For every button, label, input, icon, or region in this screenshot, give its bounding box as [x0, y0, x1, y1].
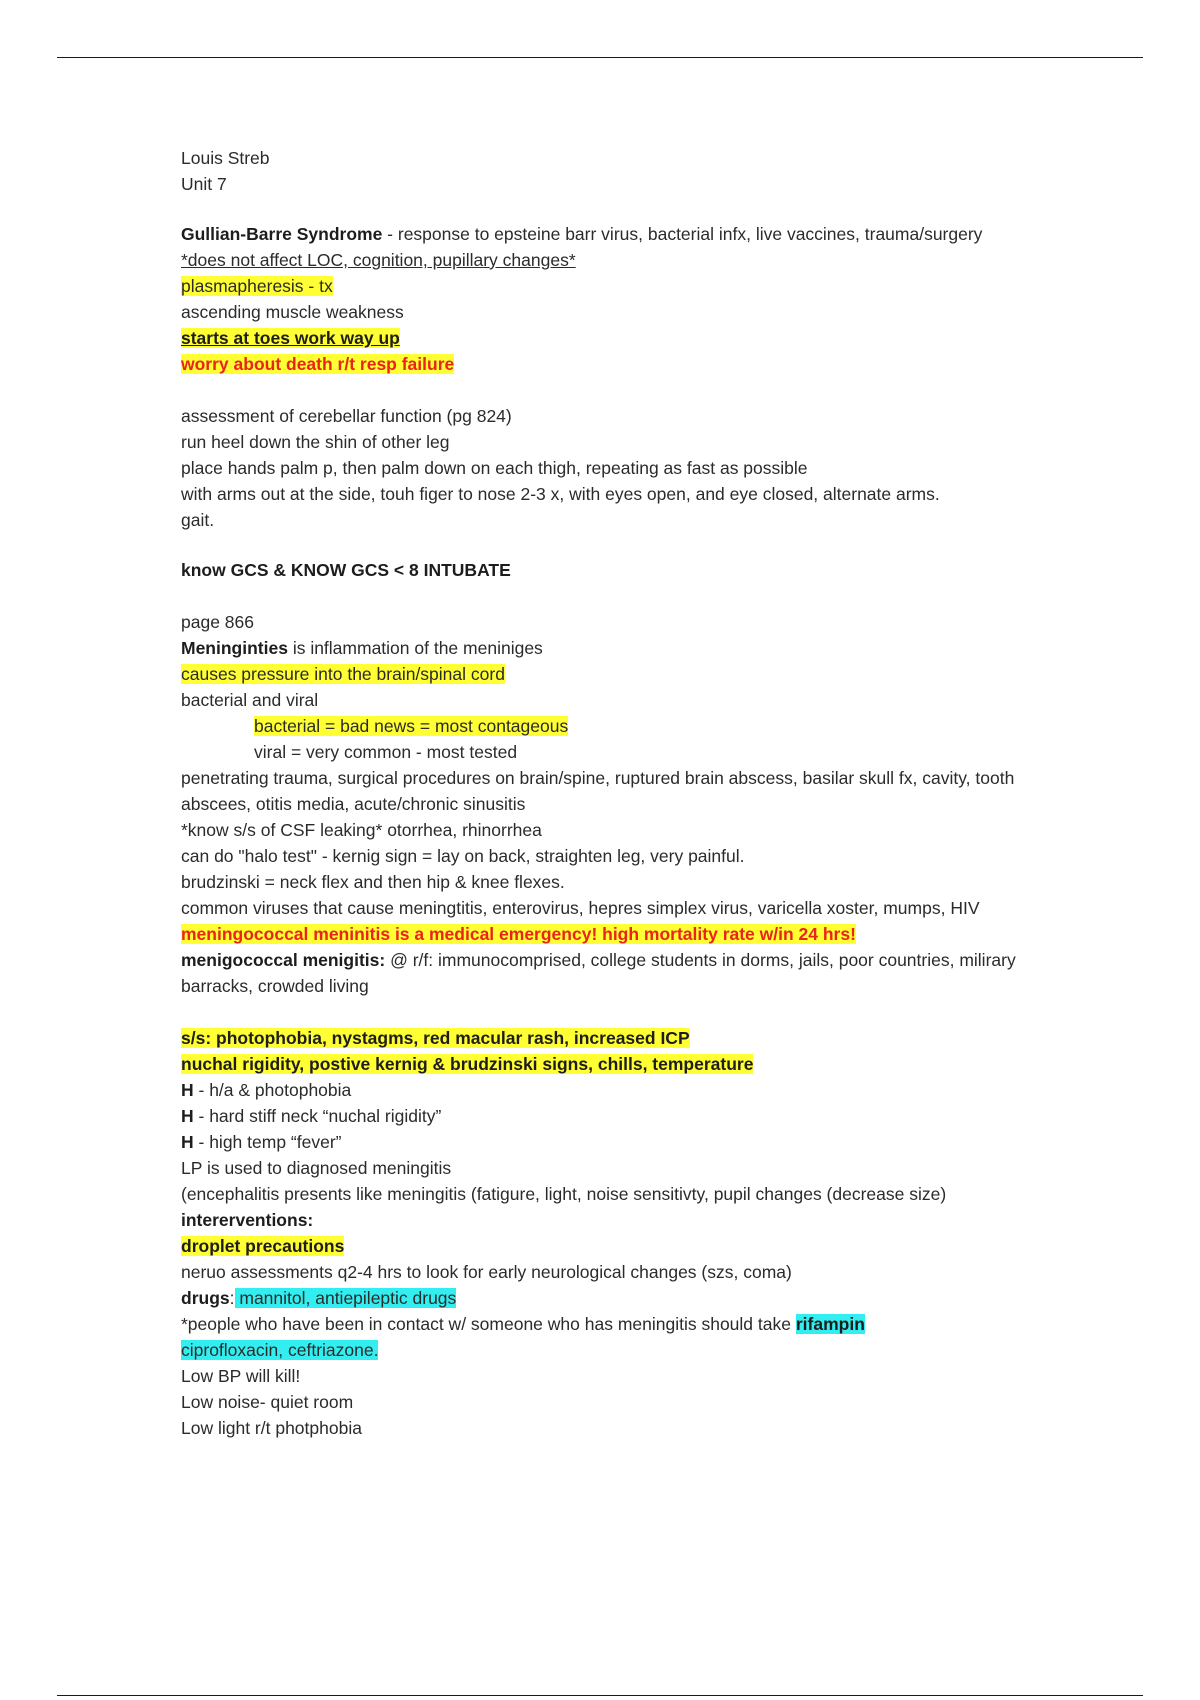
- contact-prophylaxis: [181, 1311, 1021, 1337]
- meningitis-page: page 866: [181, 612, 254, 632]
- gbs-note-text: *does not affect LOC, cognition, pupillary changes*: [181, 250, 576, 270]
- author-name: Louis Streb: [181, 148, 270, 168]
- gbs-worry: [181, 351, 1021, 377]
- droplet-precautions-text: droplet precautions: [181, 1236, 345, 1256]
- gbs-toes-text: starts at toes work way up: [181, 328, 400, 348]
- drugs-label: drugs: [181, 1288, 230, 1308]
- signs-line-1-text: s/s: photophobia, nystagms, red macular rash, increased ICP: [181, 1028, 690, 1048]
- gbs-note: [181, 247, 1021, 273]
- unit-label: Unit 7: [181, 174, 227, 194]
- meningitis-emergency-text: meningococcal meninitis is a medical emergency! high mortality rate w/in 24 hrs!: [181, 924, 856, 944]
- signs-line-1: [181, 1025, 1021, 1051]
- meningococcal-risk-text: @ r/f: immunocomprised, college students in dorms, jails, poor countries, milirary barracks, crowded living: [181, 950, 1016, 996]
- meningococcal-risk: [181, 947, 1021, 999]
- h-item-neck: [181, 1103, 1021, 1129]
- meningitis-brudzinski: brudzinski = neck flex and then hip & knee flexes.: [181, 872, 565, 892]
- rifampin-text: rifampin: [795, 1314, 865, 1334]
- document-body: [181, 145, 1021, 1441]
- neuro-assessments: neruo assessments q2-4 hrs to look for early neurological changes (szs, coma): [181, 1262, 792, 1282]
- meningococcal-title: menigococcal menigitis:: [181, 950, 386, 970]
- meningitis-definition: [181, 635, 1021, 661]
- interventions-title: intererventions:: [181, 1210, 314, 1230]
- meningitis-bacterial: [181, 713, 1021, 739]
- low-noise-note: Low noise- quiet room: [181, 1392, 354, 1412]
- encephalitis-note: (encephalitis presents like meningitis (fatigure, light, noise sensitivty, pupil changes (decrease size): [181, 1184, 947, 1204]
- gbs-treatment: [181, 273, 1021, 299]
- top-rule: [57, 57, 1143, 58]
- h-item-neck-text: - hard stiff neck “nuchal rigidity”: [193, 1106, 442, 1126]
- meningitis-types: bacterial and viral: [181, 690, 319, 710]
- contact-text: *people who have been in contact w/ someone who has meningitis should take: [181, 1314, 796, 1334]
- gbs-worry-text: worry about death r/t resp failure: [181, 354, 455, 374]
- h-item-temp: [181, 1129, 1021, 1155]
- bottom-rule: [57, 1695, 1143, 1696]
- h-item-headache: [181, 1077, 1021, 1103]
- cerebellar-title: assessment of cerebellar function (pg 824): [181, 406, 512, 426]
- low-bp-note: Low BP will kill!: [181, 1366, 301, 1386]
- meningitis-causes: penetrating trauma, surgical procedures on brain/spine, ruptured brain abscess, basilar skull fx, cavity, tooth abscees, otitis media, acute/chronic sinusitis: [181, 768, 1015, 814]
- meningitis-csf: *know s/s of CSF leaking* otorrhea, rhinorrhea: [181, 820, 542, 840]
- h-item-temp-text: - high temp “fever”: [193, 1132, 342, 1152]
- meningitis-title-rest: is inflammation of the meniniges: [287, 638, 543, 658]
- signs-line-2-text: nuchal rigidity, postive kernig & brudzinski signs, chills, temperature: [181, 1054, 754, 1074]
- drugs-line: [181, 1285, 1021, 1311]
- meningitis-viruses: common viruses that cause meningtitis, enterovirus, hepres simplex virus, varicella xoster, mumps, HIV: [181, 898, 980, 918]
- h-item-headache-text: - h/a & photophobia: [193, 1080, 352, 1100]
- h-letter: H: [181, 1106, 194, 1126]
- cerebellar-step-1: run heel down the shin of other leg: [181, 432, 450, 452]
- h-letter: H: [181, 1132, 194, 1152]
- meningitis-pressure-text: causes pressure into the brain/spinal cord: [181, 664, 505, 684]
- gbs-title: Gullian-Barre Syndrome: [181, 224, 383, 244]
- gbs-toes: [181, 325, 1021, 351]
- meningitis-bacterial-text: bacterial = bad news = most contageous: [254, 716, 569, 736]
- gbs-description: - response to epsteine barr virus, bacterial infx, live vaccines, trauma/surgery: [382, 224, 983, 244]
- low-light-note: Low light r/t photphobia: [181, 1418, 362, 1438]
- meningitis-viral: viral = very common - most tested: [254, 742, 518, 762]
- meningitis-pressure: [181, 661, 1021, 687]
- meningitis-title: Meninginties: [181, 638, 288, 658]
- antibiotics-line: [181, 1337, 1021, 1363]
- h-letter: H: [181, 1080, 194, 1100]
- gbs-heading-line: [181, 221, 1021, 247]
- lp-note: LP is used to diagnosed meningitis: [181, 1158, 452, 1178]
- cerebellar-step-3: with arms out at the side, touh figer to nose 2-3 x, with eyes open, and eye closed, alternate arms.: [181, 484, 940, 504]
- droplet-precautions: [181, 1233, 1021, 1259]
- meningitis-halo: can do "halo test" - kernig sign = lay on back, straighten leg, very painful.: [181, 846, 745, 866]
- drugs-list: mannitol, antiepileptic drugs: [234, 1288, 457, 1308]
- drugs-colon: :: [229, 1288, 235, 1308]
- gbs-treatment-text: plasmapheresis - tx: [181, 276, 333, 296]
- gbs-weakness: ascending muscle weakness: [181, 302, 404, 322]
- cerebellar-step-2: place hands palm p, then palm down on each thigh, repeating as fast as possible: [181, 458, 808, 478]
- signs-line-2: [181, 1051, 1021, 1077]
- antibiotics-text: ciprofloxacin, ceftriazone.: [181, 1340, 379, 1360]
- gcs-note: know GCS & KNOW GCS < 8 INTUBATE: [181, 560, 511, 580]
- cerebellar-step-4: gait.: [181, 510, 215, 530]
- meningitis-emergency: [181, 921, 1021, 947]
